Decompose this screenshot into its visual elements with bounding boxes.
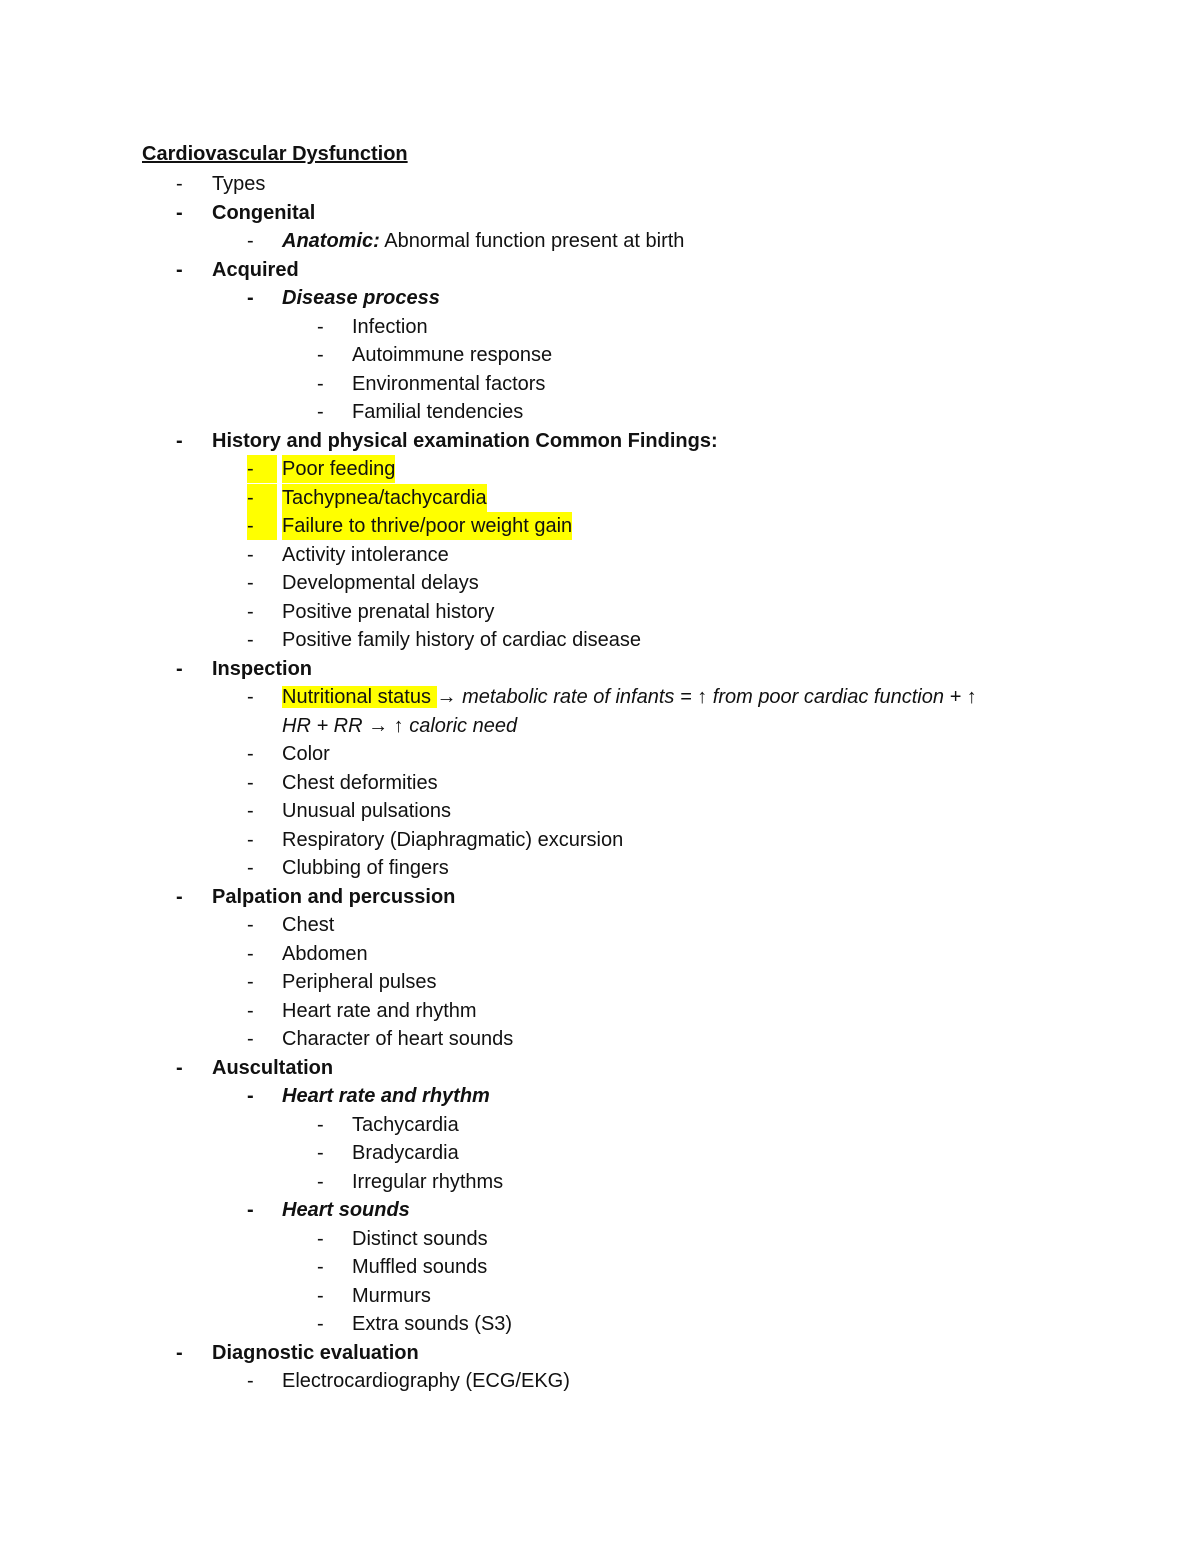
bullet-dash: - — [247, 512, 277, 540]
highlighted-term: Nutritional status — [282, 686, 437, 708]
outline-item-text: Inspection — [212, 657, 313, 680]
bullet-dash: - — [247, 600, 254, 623]
bullet-dash: - — [247, 914, 254, 936]
bullet-dash: - — [317, 1256, 324, 1278]
outline-item-text: Acquired — [212, 258, 299, 281]
outline-item-text: Electrocardiography (ECG/EKG) — [282, 1370, 570, 1392]
outline-item-text: Congenital — [212, 201, 316, 224]
outline-item-text: Unusual pulsations — [282, 800, 451, 822]
bullet-dash: - — [247, 857, 254, 879]
bullet-dash: - — [317, 1113, 324, 1136]
bullet-dash: - — [317, 1170, 324, 1193]
bullet-dash: - — [247, 230, 254, 252]
outline-item-text — [282, 683, 977, 711]
term-label: Anatomic: — [282, 230, 380, 252]
bullet-dash: - — [247, 942, 254, 965]
bullet-dash: - — [176, 429, 183, 452]
outline-item-text: Muffled sounds — [352, 1256, 488, 1278]
outline-item-text: Abdomen — [282, 942, 368, 965]
outline-item-text: Heart rate and rhythm — [282, 1085, 490, 1107]
outline-item-text: Irregular rhythms — [352, 1170, 504, 1193]
bullet-dash: - — [247, 543, 254, 566]
outline-item-text: Extra sounds (S3) — [352, 1313, 513, 1335]
bullet-dash: - — [247, 1199, 254, 1221]
outline-item-text: Disease process — [282, 287, 440, 309]
bullet-dash: - — [247, 828, 254, 851]
outline-item-text: Failure to thrive/poor weight gain — [282, 512, 572, 540]
bullet-dash: - — [247, 971, 254, 993]
outline-item-text: HR + RR → ↑ caloric need — [282, 714, 518, 737]
outline-item-text: Bradycardia — [352, 1142, 459, 1164]
bullet-dash: - — [176, 201, 183, 224]
outline-item-text: Peripheral pulses — [282, 971, 437, 993]
bullet-dash: - — [247, 455, 277, 483]
outline-item-text: Positive family history of cardiac disease — [282, 629, 642, 651]
bullet-dash: - — [247, 1370, 254, 1392]
bullet-dash: - — [247, 572, 254, 594]
outline-item-text: Tachycardia — [352, 1113, 459, 1136]
bullet-dash: - — [317, 1142, 324, 1164]
bullet-dash: - — [247, 1085, 254, 1107]
bullet-dash: - — [317, 372, 324, 395]
outline-item-text: Autoimmune response — [352, 344, 553, 366]
outline-item-text: Character of heart sounds — [282, 1028, 514, 1050]
bullet-dash: - — [247, 484, 277, 512]
outline-item-text: Infection — [352, 315, 428, 338]
bullet-dash: - — [247, 743, 254, 765]
outline-item-text: Palpation and percussion — [212, 885, 456, 908]
outline-item-text: Developmental delays — [282, 572, 479, 594]
outline-item-text: Activity intolerance — [282, 543, 449, 566]
bullet-dash: - — [317, 1227, 324, 1250]
outline-item-text: Auscultation — [212, 1056, 334, 1079]
outline-item-text: Chest deformities — [282, 771, 438, 794]
outline-item-text: Poor feeding — [282, 455, 395, 483]
outline-item-text: Positive prenatal history — [282, 600, 495, 623]
outline-item-text: Heart sounds — [282, 1199, 410, 1221]
bullet-dash: - — [176, 258, 183, 281]
bullet-dash: - — [247, 1028, 254, 1050]
explanation-text: → metabolic rate of infants = ↑ from poor cardiac function + ↑ — [436, 686, 977, 708]
outline-item-text: Respiratory (Diaphragmatic) excursion — [282, 828, 624, 851]
outline-item-text: History and physical examination Common Findings: — [212, 429, 718, 452]
outline-item-text: Heart rate and rhythm — [282, 999, 477, 1022]
bullet-dash: - — [176, 173, 183, 195]
bullet-dash: - — [176, 657, 183, 680]
bullet-dash: - — [247, 999, 254, 1022]
outline-item-text: Environmental factors — [352, 372, 546, 395]
outline-item-text: Chest — [282, 914, 335, 936]
bullet-dash: - — [317, 344, 324, 366]
bullet-dash: - — [247, 771, 254, 794]
bullet-dash: - — [247, 686, 254, 708]
outline-item-text: Familial tendencies — [352, 401, 524, 423]
bullet-dash: - — [317, 401, 324, 423]
bullet-dash: - — [176, 1341, 183, 1364]
outline-item-text: Murmurs — [352, 1284, 431, 1307]
outline-item-text: Distinct sounds — [352, 1227, 488, 1250]
outline-item-text: Anatomic: Abnormal function present at birth — [282, 230, 685, 252]
bullet-dash: - — [247, 800, 254, 822]
page-title: Cardiovascular Dysfunction — [142, 143, 408, 165]
bullet-dash: - — [317, 1284, 324, 1307]
outline-item-text: Clubbing of fingers — [282, 857, 449, 879]
bullet-dash: - — [317, 1313, 324, 1335]
bullet-dash: - — [317, 315, 324, 338]
outline-item-text: Color — [282, 743, 330, 765]
bullet-dash: - — [176, 885, 183, 908]
outline-item-text: Types — [212, 173, 266, 195]
outline-item-text: Diagnostic evaluation — [212, 1341, 419, 1364]
bullet-dash: - — [176, 1056, 183, 1079]
bullet-dash: - — [247, 629, 254, 651]
outline-item-text: Tachypnea/tachycardia — [282, 484, 487, 512]
bullet-dash: - — [247, 287, 254, 309]
